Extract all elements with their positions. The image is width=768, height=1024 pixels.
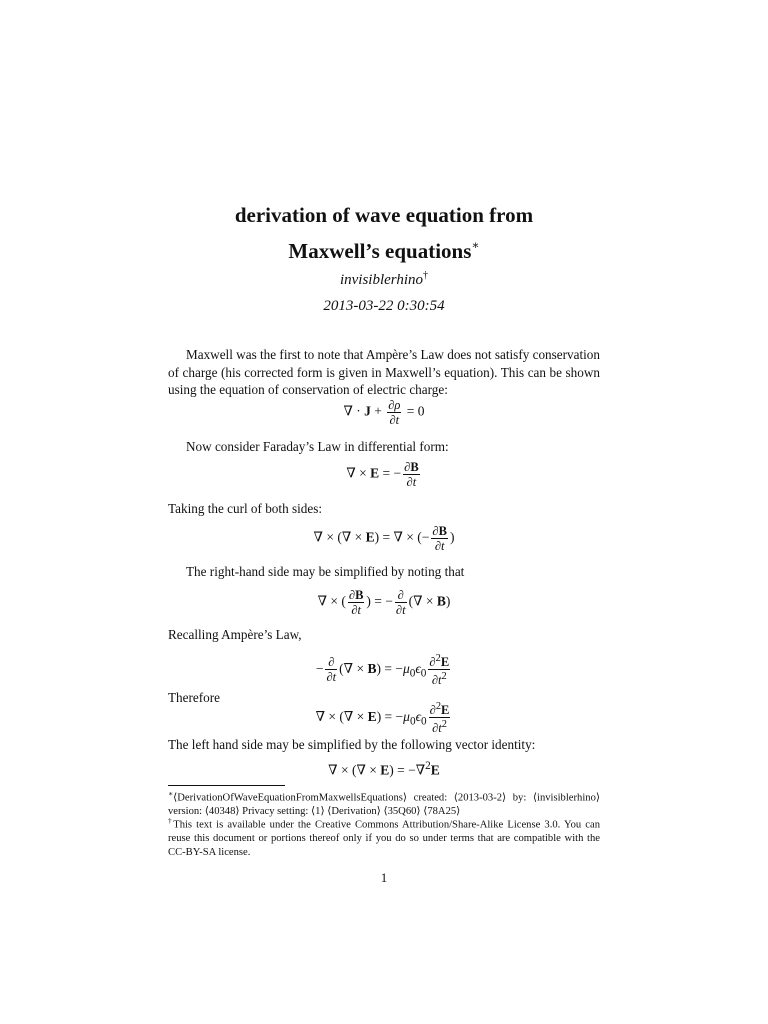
author-footnote-mark: †	[423, 270, 429, 281]
footnote-mark-2: †	[168, 816, 174, 825]
author-line	[0, 270, 768, 289]
paragraph-rhs: The right-hand side may be simplified by noting that	[186, 564, 465, 579]
equation-charge-conservation: ∇ · J + $\frac{\partial\rho}{\partial t}$ = 0	[343, 398, 425, 427]
equation-ampere: − $\frac{\partial}{\partial t}$ (∇ × $B) = -\mu_0\epsilon_0$ $\frac{\partial^2E}{\partial t^2}$	[315, 653, 450, 688]
equation-curl-both-sides: ∇ × (∇ × E) = ∇ × (− $\frac{\partial B}{\partial t}$ )	[313, 524, 455, 553]
author-name: invisiblerhino	[339, 272, 424, 288]
equation-rhs-simplified: ∇ × ( $\frac{\partial B}{\partial t}$ ) = − $\frac{\partial}{\partial t}$ (∇ × B)	[317, 588, 451, 617]
document-title	[0, 200, 768, 266]
footnote-mark-1: ∗	[168, 789, 174, 798]
equation-faraday: ∇ × E = − $\frac{\partial B}{\partial t}$	[346, 460, 419, 489]
footnote-divider	[168, 785, 285, 786]
title-line-1: derivation of wave equation from	[234, 203, 534, 227]
paragraph-ampere: Recalling Ampère’s Law,	[168, 627, 302, 642]
title-line-2: Maxwell’s equations	[288, 239, 472, 263]
paragraph-faraday: Now consider Faraday’s Law in differential form:	[186, 439, 449, 454]
footnote-text-1: ⟨DerivationOfWaveEquationFromMaxwellsEquations⟩ created: ⟨2013-03-2⟩ by: ⟨invisiblerhino⟩ version: ⟨40348⟩ Privacy setting: ⟨1⟩ ⟨Derivation⟩ ⟨35Q60⟩ ⟨78A25⟩	[168, 792, 600, 818]
footnote-license	[168, 814, 600, 859]
paragraph-curl: Taking the curl of both sides:	[168, 501, 322, 516]
paragraph-therefore: Therefore	[168, 690, 220, 705]
document-date: 2013-03-22 0:30:54	[323, 298, 445, 314]
equation-therefore: ∇ × (∇ × $E) = -\mu_0\epsilon_0$ $\frac{\partial^2E}{\partial t^2}$	[315, 701, 450, 736]
page-number: 1	[380, 870, 388, 885]
equation-vector-identity: ∇ × (∇ × E) = −∇$^2$E	[328, 760, 440, 778]
paragraph-vector-identity: The left hand side may be simplified by the following vector identity:	[168, 737, 536, 752]
paragraph-intro: Maxwell was the first to note that Ampère’s Law does not satisfy conservation of charge (his corrected form is given in Maxwell’s equation). This can be shown using the equation of conservation of electric charge:	[168, 347, 600, 397]
title-footnote-mark: ∗	[471, 238, 480, 252]
footnote-text-2: This text is available under the Creative Commons Attribution/Share-Alike License 3.0. You can reuse this document or portions thereof only if you do so under terms that are compatible with the CC-BY-SA license.	[168, 819, 601, 858]
